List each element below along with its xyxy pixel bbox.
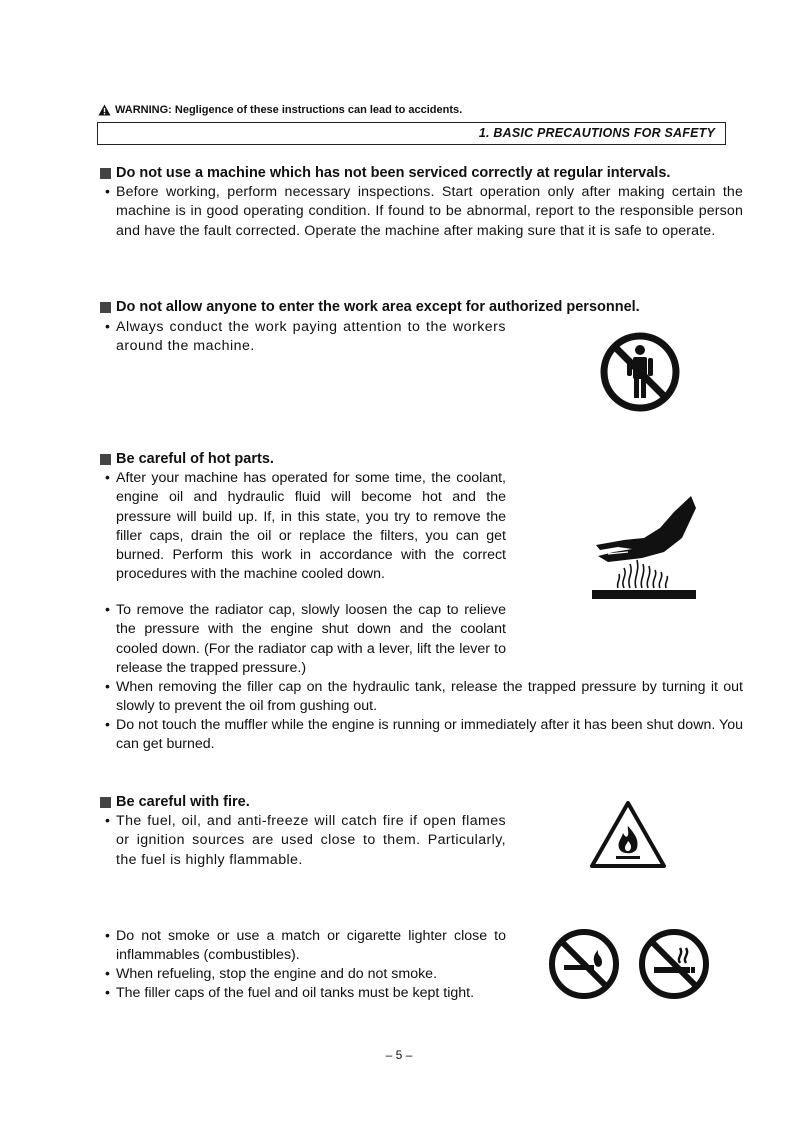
square-bullet-icon — [100, 168, 111, 179]
list-item: • Do not smoke or use a match or cigarette lighter close to inflammables (combustibles). — [105, 928, 506, 964]
hot-surface-hand-icon — [588, 492, 700, 604]
page-number: – 5 – — [385, 1048, 413, 1062]
list-item: • After your machine has operated for some time, the coolant, engine oil and hydraulic fluid will become hot and the pressure will build up. If, in this state, you try to remove the filler caps, drain the oil or replace the filters, you can get burned. Perform this work in accordance with the correct procedures with the machine cooled down. — [105, 470, 506, 583]
no-smoking-icon — [636, 926, 712, 1002]
list-item: • Before working, perform necessary inspections. Start operation only after making certain the machine is in good operating condition. If found to be abnormal, report to the responsible person and have the fault corrected. Operate the machine after making sure that it is safe to operate. — [105, 184, 743, 239]
section-header-box — [97, 122, 726, 145]
square-bullet-icon — [100, 454, 111, 465]
list-item: • The fuel, oil, and anti-freeze will catch fire if open flames or ignition sources are used close to them. Particularly, the fuel is highly flammable. — [105, 813, 506, 868]
section-title: 1. BASIC PRECAUTIONS FOR SAFETY — [478, 126, 715, 140]
list-item: • When removing the filler cap on the hydraulic tank, release the trapped pressure by turning it out slowly to prevent the oil from gushing out. — [105, 679, 743, 715]
section-heading-fire: Be careful with fire. — [100, 794, 250, 810]
list-item: • To remove the radiator cap, slowly loosen the cap to relieve the pressure with the engine shut down and the coolant cooled down. (For the radiator cap with a lever, lift the lever to release the trapped pressure.) — [105, 602, 506, 676]
square-bullet-icon — [100, 797, 111, 808]
list-item: • When refueling, stop the engine and do not smoke. — [105, 966, 438, 982]
warning-triangle-icon — [98, 104, 111, 116]
no-open-flame-icon — [546, 926, 622, 1002]
list-item: • Do not touch the muffler while the engine is running or immediately after it has been shut down. You can get burned. — [105, 717, 743, 753]
section-heading-servicing: Do not use a machine which has not been serviced correctly at regular intervals. — [100, 165, 670, 181]
warning-text: WARNING: Negligence of these instructions can lead to accidents. — [115, 104, 463, 116]
list-item: • Always conduct the work paying attention to the workers around the machine. — [105, 319, 506, 355]
section-heading-hot-parts: Be careful of hot parts. — [100, 451, 274, 467]
warning-notice — [98, 104, 462, 116]
section-heading-work-area: Do not allow anyone to enter the work area except for authorized personnel. — [100, 299, 640, 315]
no-entry-person-icon — [598, 330, 682, 414]
list-item: • The filler caps of the fuel and oil tanks must be kept tight. — [105, 985, 475, 1001]
square-bullet-icon — [100, 302, 111, 313]
flammable-warning-icon — [589, 800, 667, 870]
